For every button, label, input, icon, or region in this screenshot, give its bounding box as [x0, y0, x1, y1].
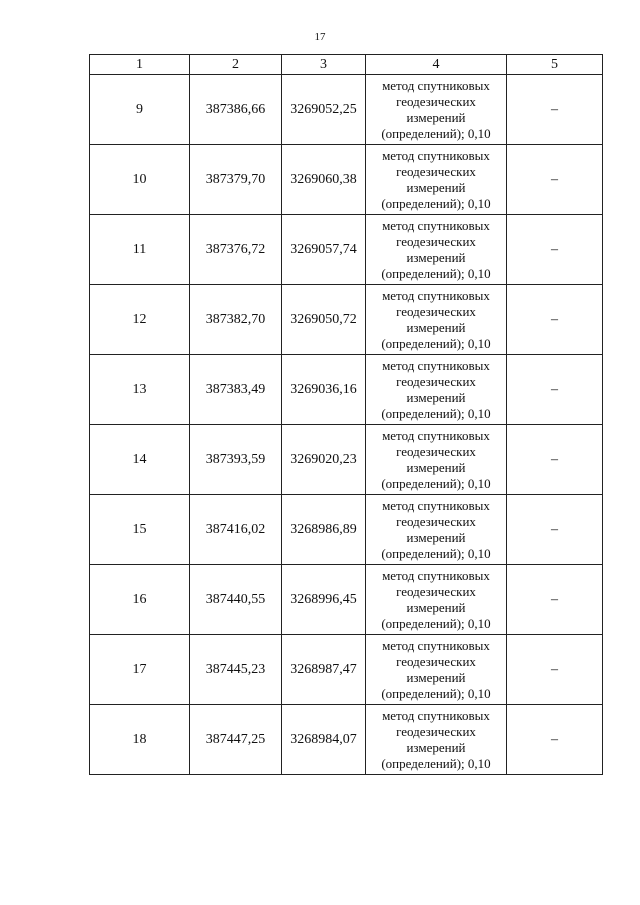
- method-cell: [366, 145, 507, 215]
- method-line: (определений); 0,10: [381, 335, 491, 351]
- table-header-row: [90, 55, 603, 75]
- method-line: геодезических: [396, 93, 476, 109]
- note-cell: –: [507, 145, 603, 215]
- point-cell: 16: [90, 565, 190, 635]
- y-coordinate-cell: 3269020,23: [282, 425, 366, 495]
- method-cell: [366, 285, 507, 355]
- method-line: (определений); 0,10: [381, 685, 491, 701]
- point-cell: 9: [90, 75, 190, 145]
- x-coordinate-cell: 387440,55: [190, 565, 282, 635]
- note-cell: –: [507, 425, 603, 495]
- column-header: 4: [366, 55, 507, 75]
- x-coordinate-cell: 387383,49: [190, 355, 282, 425]
- y-coordinate-cell: 3268996,45: [282, 565, 366, 635]
- point-cell: 12: [90, 285, 190, 355]
- coordinates-table: [89, 54, 603, 775]
- column-header: 1: [90, 55, 190, 75]
- x-coordinate-cell: 387376,72: [190, 215, 282, 285]
- column-header: 2: [190, 55, 282, 75]
- method-line: (определений); 0,10: [381, 405, 491, 421]
- x-coordinate-cell: 387386,66: [190, 75, 282, 145]
- point-cell: 14: [90, 425, 190, 495]
- method-cell: [366, 425, 507, 495]
- table-row: [90, 425, 603, 495]
- method-line: геодезических: [396, 583, 476, 599]
- method-line: геодезических: [396, 443, 476, 459]
- method-line: геодезических: [396, 373, 476, 389]
- y-coordinate-cell: 3268987,47: [282, 635, 366, 705]
- note-cell: –: [507, 215, 603, 285]
- point-cell: 10: [90, 145, 190, 215]
- method-line: (определений); 0,10: [381, 755, 491, 771]
- page-number: 17: [314, 31, 326, 43]
- method-cell: [366, 635, 507, 705]
- method-line: измерений: [406, 599, 466, 615]
- point-cell: 11: [90, 215, 190, 285]
- point-cell: 17: [90, 635, 190, 705]
- method-line: метод спутниковых: [382, 497, 490, 513]
- method-line: геодезических: [396, 233, 476, 249]
- y-coordinate-cell: 3269057,74: [282, 215, 366, 285]
- method-line: измерений: [406, 669, 466, 685]
- note-cell: –: [507, 355, 603, 425]
- method-line: измерений: [406, 459, 466, 475]
- table-body: [90, 75, 603, 775]
- method-line: (определений); 0,10: [381, 195, 491, 211]
- method-line: измерений: [406, 739, 466, 755]
- method-cell: [366, 215, 507, 285]
- method-line: измерений: [406, 529, 466, 545]
- x-coordinate-cell: 387416,02: [190, 495, 282, 565]
- method-line: (определений); 0,10: [381, 615, 491, 631]
- method-line: измерений: [406, 319, 466, 335]
- method-line: геодезических: [396, 303, 476, 319]
- y-coordinate-cell: 3268984,07: [282, 705, 366, 775]
- method-line: метод спутниковых: [382, 147, 490, 163]
- table-row: [90, 635, 603, 705]
- method-line: измерений: [406, 389, 466, 405]
- point-cell: 18: [90, 705, 190, 775]
- table-row: [90, 285, 603, 355]
- table-row: [90, 495, 603, 565]
- method-line: измерений: [406, 249, 466, 265]
- table-row: [90, 215, 603, 285]
- method-line: измерений: [406, 179, 466, 195]
- method-line: (определений); 0,10: [381, 125, 491, 141]
- method-line: геодезических: [396, 723, 476, 739]
- note-cell: –: [507, 495, 603, 565]
- method-line: геодезических: [396, 163, 476, 179]
- method-line: метод спутниковых: [382, 637, 490, 653]
- x-coordinate-cell: 387447,25: [190, 705, 282, 775]
- method-cell: [366, 705, 507, 775]
- x-coordinate-cell: 387382,70: [190, 285, 282, 355]
- method-line: метод спутниковых: [382, 287, 490, 303]
- method-line: измерений: [406, 109, 466, 125]
- note-cell: –: [507, 285, 603, 355]
- method-cell: [366, 355, 507, 425]
- method-line: метод спутниковых: [382, 567, 490, 583]
- y-coordinate-cell: 3269052,25: [282, 75, 366, 145]
- table-row: [90, 75, 603, 145]
- method-line: (определений); 0,10: [381, 265, 491, 281]
- x-coordinate-cell: 387393,59: [190, 425, 282, 495]
- method-line: геодезических: [396, 653, 476, 669]
- note-cell: –: [507, 705, 603, 775]
- column-header: 5: [507, 55, 603, 75]
- method-line: метод спутниковых: [382, 707, 490, 723]
- column-header: 3: [282, 55, 366, 75]
- table-row: [90, 355, 603, 425]
- x-coordinate-cell: 387445,23: [190, 635, 282, 705]
- table-row: [90, 145, 603, 215]
- y-coordinate-cell: 3269050,72: [282, 285, 366, 355]
- y-coordinate-cell: 3268986,89: [282, 495, 366, 565]
- x-coordinate-cell: 387379,70: [190, 145, 282, 215]
- method-line: метод спутниковых: [382, 427, 490, 443]
- note-cell: –: [507, 75, 603, 145]
- point-cell: 15: [90, 495, 190, 565]
- method-line: (определений); 0,10: [381, 475, 491, 491]
- method-line: геодезических: [396, 513, 476, 529]
- method-cell: [366, 495, 507, 565]
- method-cell: [366, 75, 507, 145]
- table-row: [90, 565, 603, 635]
- method-line: метод спутниковых: [382, 357, 490, 373]
- method-cell: [366, 565, 507, 635]
- method-line: метод спутниковых: [382, 77, 490, 93]
- point-cell: 13: [90, 355, 190, 425]
- y-coordinate-cell: 3269060,38: [282, 145, 366, 215]
- table-row: [90, 705, 603, 775]
- note-cell: –: [507, 635, 603, 705]
- method-line: метод спутниковых: [382, 217, 490, 233]
- note-cell: –: [507, 565, 603, 635]
- method-line: (определений); 0,10: [381, 545, 491, 561]
- y-coordinate-cell: 3269036,16: [282, 355, 366, 425]
